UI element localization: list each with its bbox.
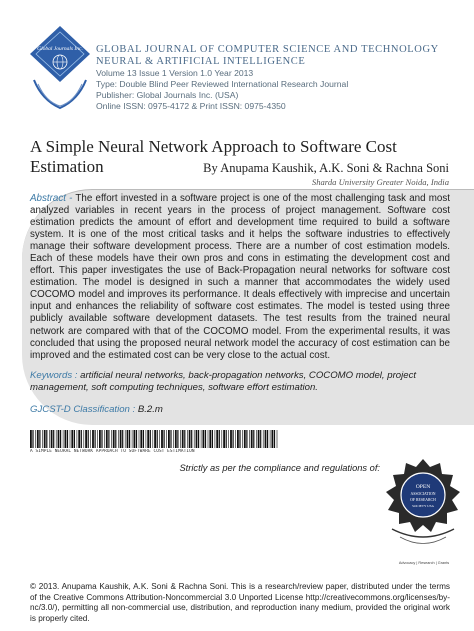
seal-line1: OPEN bbox=[415, 484, 431, 490]
journal-publisher: Publisher: Global Journals Inc. (USA) bbox=[96, 90, 239, 100]
abstract-body: The effort invested in a software project is one of the most challenging task and most analyzed variables in recent years in the process of project management. Software cost estimation predicts the amount of effort and development time required to build a software system. It is one of the most critical tasks and it helps the software industries to effectively manage their software development process. There are a number of cost estimation models. Each of these models have their own pros and cons in estimating the development cost and effort. This paper investigates the use of Back-Propagation neural networks for software cost estimation. The model is designed in such a manner that accommodates the widely used COCOMO model and improves its performance. It deals effectively with imprecise and uncertain input and enhances the reliability of software cost estimates. The model is tested using three publicly available software development datasets. The test results from the trained neural network are compared with that of the COCOMO model. From the experimental results, it was concluded that using the proposed neural network model the accuracy of cost estimation can be improved and the estimated cost can be very close to the actual cost. bbox=[30, 193, 451, 361]
barcode-caption: A SIMPLE NEURAL NETWORK APPROACH TO SOFTWARE COST ESTIMATION bbox=[30, 449, 195, 454]
seal-line4: SOCIETY USA bbox=[412, 504, 434, 508]
compliance-note: Strictly as per the compliance and regulations of: bbox=[179, 463, 380, 473]
copyright-notice: © 2013. Anupama Kaushik, A.K. Soni & Rachna Soni. This is a research/review paper, distributed under the terms of the Creative Commons Attribution-Noncommercial 3.0 Unported License http://creativecommons.org/licenses/by-nc/3.0/), permitting all non-commercial use, distribution, and reproduction inany medium, provided the original work is properly cited. bbox=[30, 582, 450, 623]
seal-line3: OF RESEARCH bbox=[410, 498, 436, 502]
journal-title: GLOBAL JOURNAL OF COMPUTER SCIENCE AND TECHNOLOGY bbox=[96, 44, 439, 55]
barcode bbox=[30, 430, 280, 448]
journal-subtitle: NEURAL & ARTIFICIAL INTELLIGENCE bbox=[96, 56, 306, 67]
paper-authors: By Anupama Kaushik, A.K. Soni & Rachna Soni bbox=[203, 161, 449, 175]
seal-line2: ASSOCIATION bbox=[410, 492, 436, 496]
seal-subtitle: Advocacy | Research | Grants bbox=[398, 561, 450, 565]
oars-seal-logo bbox=[380, 457, 466, 559]
paper-title: A Simple Neural Network Approach to Software Cost Estimation bbox=[30, 137, 397, 176]
journal-header bbox=[0, 0, 474, 120]
journal-type: Type: Double Blind Peer Reviewed International Research Journal bbox=[96, 79, 349, 89]
abstract-label: Abstract - bbox=[30, 193, 73, 204]
classification-label: GJCST-D Classification : bbox=[30, 404, 136, 415]
journal-issn: Online ISSN: 0975-4172 & Print ISSN: 0975-4350 bbox=[96, 101, 286, 111]
keywords bbox=[30, 370, 450, 394]
classification-value: B.2.m bbox=[135, 404, 163, 415]
svg-text:Global Journals Inc.: Global Journals Inc. bbox=[37, 46, 83, 52]
keywords-body: artificial neural networks, back-propagation networks, COCOMO model, project management, soft computing techniques, software effort estimation. bbox=[30, 370, 417, 393]
classification bbox=[30, 404, 450, 415]
paper-affiliation: Sharda University Greater Noida, India bbox=[311, 177, 449, 187]
abstract bbox=[30, 193, 450, 362]
keywords-label: Keywords : bbox=[30, 370, 78, 381]
journal-volume: Volume 13 Issue 1 Version 1.0 Year 2013 bbox=[96, 68, 254, 78]
global-journals-logo bbox=[28, 24, 92, 112]
journal-info bbox=[96, 44, 466, 112]
